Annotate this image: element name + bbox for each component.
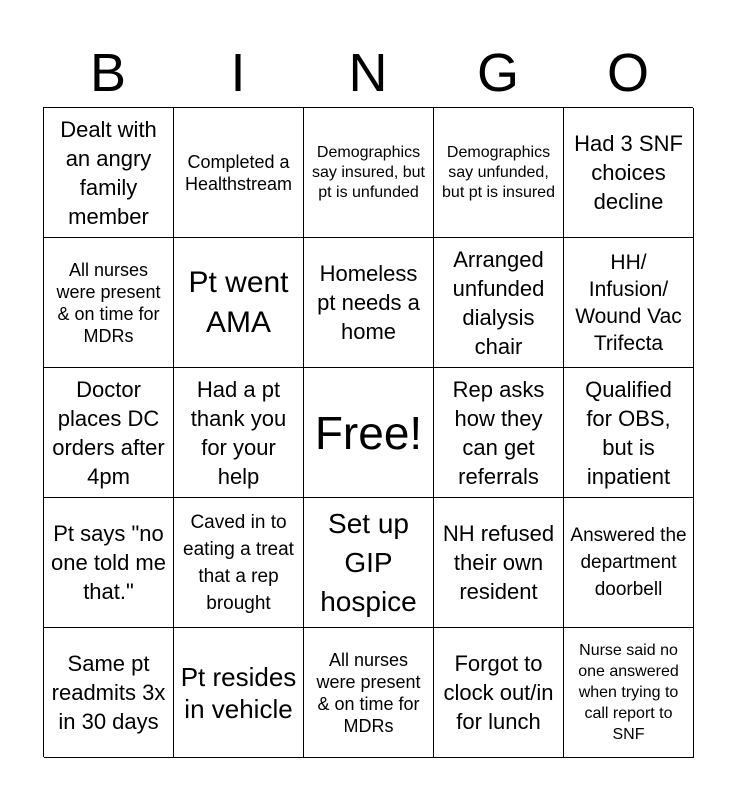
bingo-cell-r3c2[interactable]	[174, 368, 304, 498]
bingo-cell-r4c1[interactable]	[44, 498, 174, 628]
cell-text: Dealt with an angry family member	[60, 116, 157, 229]
header-letter-n: N	[348, 43, 388, 103]
bingo-cell-r1c3[interactable]	[304, 108, 434, 238]
cell-text: Had 3 SNF choices decline	[574, 131, 683, 214]
cell-text: Answered the department doorbell	[570, 525, 687, 600]
bingo-cell-r5c5[interactable]	[564, 628, 694, 758]
cell-text: Rep asks how they can get referrals	[452, 376, 545, 489]
bingo-cell-r5c1[interactable]	[44, 628, 174, 758]
bingo-cell-r4c4[interactable]	[434, 498, 564, 628]
cell-text: Demographics say insured, but pt is unfunded	[312, 143, 425, 201]
bingo-cell-r4c5[interactable]	[564, 498, 694, 628]
bingo-cell-r2c5[interactable]	[564, 238, 694, 368]
cell-text: Nurse said no one answered when trying to call report to SNF	[578, 642, 679, 743]
bingo-cell-r1c4[interactable]	[434, 108, 564, 238]
header-letter-i: I	[230, 43, 246, 103]
bingo-cell-r2c1[interactable]	[44, 238, 174, 368]
bingo-cell-r2c4[interactable]	[434, 238, 564, 368]
cell-text: Pt went AMA	[188, 265, 289, 339]
bingo-cell-r3c3[interactable]	[304, 368, 434, 498]
bingo-board	[43, 107, 693, 757]
cell-text: Pt resides in vehicle	[180, 661, 297, 724]
header-letter-o: O	[606, 43, 649, 103]
bingo-cell-r4c3[interactable]	[304, 498, 434, 628]
header-letter-b: B	[89, 43, 127, 103]
header-letter-g: G	[476, 43, 519, 103]
bingo-cell-r3c4[interactable]	[434, 368, 564, 498]
cell-text: Same pt readmits 3x in 30 days	[51, 651, 166, 734]
bingo-cell-r1c2[interactable]	[174, 108, 304, 238]
cell-text: Demographics say unfunded, but pt is insured	[442, 143, 555, 201]
cell-text: HH/ Infusion/ Wound Vac Trifecta	[575, 250, 682, 355]
cell-text: All nurses were present & on time for MDRs	[316, 649, 421, 736]
bingo-cell-r2c3[interactable]	[304, 238, 434, 368]
bingo-cell-r3c1[interactable]	[44, 368, 174, 498]
cell-text: Pt says "no one told me that."	[51, 521, 166, 604]
cell-text: Homeless pt needs a home	[317, 261, 420, 344]
bingo-cell-r5c2[interactable]	[174, 628, 304, 758]
cell-text: Set up GIP hospice	[320, 508, 417, 617]
cell-text: Had a pt thank you for your help	[190, 376, 287, 489]
bingo-cell-r2c2[interactable]	[174, 238, 304, 368]
bingo-cell-r4c2[interactable]	[174, 498, 304, 628]
bingo-cell-r5c4[interactable]	[434, 628, 564, 758]
bingo-cell-r1c5[interactable]	[564, 108, 694, 238]
cell-text: All nurses were present & on time for MDRs	[56, 259, 161, 346]
bingo-cell-r3c5[interactable]	[564, 368, 694, 498]
free-space: Free!	[314, 406, 423, 459]
cell-text: Caved in to eating a treat that a rep brought	[183, 511, 294, 614]
bingo-cell-r5c3[interactable]	[304, 628, 434, 758]
cell-text: Arranged unfunded dialysis chair	[452, 246, 545, 359]
cell-text: Doctor places DC orders after 4pm	[52, 376, 165, 489]
cell-text: Qualified for OBS, but is inpatient	[585, 376, 672, 489]
cell-text: Completed a Healthstream	[184, 151, 293, 194]
bingo-cell-r1c1[interactable]	[44, 108, 174, 238]
bingo-header	[43, 40, 693, 106]
cell-text: NH refused their own resident	[442, 521, 555, 604]
cell-text: Forgot to clock out/in for lunch	[443, 651, 554, 734]
